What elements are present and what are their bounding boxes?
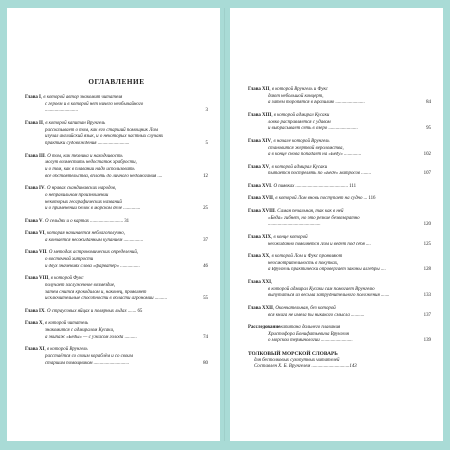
chapter-title-line: о восточной хитрости [45,257,94,263]
chapter-title-line: с героем и в которой нет ничего необычайного [45,101,144,107]
chapter-title-line: , в которой Лом и Фукс проявляют [269,254,343,260]
chapter-title-line: а Врунгель практически опровергает законы алгебры .... [268,267,386,273]
page-number: 31 [124,218,130,224]
chapter-title-line: старшим помощником ............................. [45,360,130,366]
chapter-title-line: , в которой Лом вновь поступает на судно ... [272,196,368,202]
toc-entry [248,196,431,203]
toc-entry [25,321,208,341]
page-number: 12 [203,173,208,179]
page-number: 111 [349,183,357,189]
chapter-title-line: изучал английский язык, и о некоторых частных случаях [45,134,164,140]
toc-entry [248,87,431,107]
dictionary-title: ТОЛКОВЫЙ МОРСКОЙ СЛОВАРЬ [248,350,338,357]
chapter-title-line: , в начале которой Врунгель [271,138,330,144]
chapter-number: Глава VII [25,250,47,256]
chapter-title-line: а затем торопятся в Бразилию ........................ [268,100,365,106]
chapter-number: Глава XIX [248,234,272,240]
chapter-title-line: . О том, как техника и находчивость [44,153,123,159]
chapter-number: Глава XII [248,87,270,92]
toc-entry [25,121,208,148]
chapter-title-line: получает заслуженное возмездие, [45,283,116,289]
page-number: 125 [423,241,431,247]
chapter-number: Глава XVIII [248,208,275,214]
chapter-title-line: , в которой читатель [42,321,89,327]
chapter-title-line: а кончается неожиданным купанием ................ [45,237,144,243]
toc-entry [25,276,208,303]
chapter-number: Глава VI [25,231,45,237]
chapter-number: Глава XXII [248,305,273,311]
chapter-number: Глава XIII [248,112,272,118]
chapter-title-line: «Беда» гибнет, но это резкие безвозвратно [268,215,360,221]
chapter-title-line: выпутаться из весьма затруднительного положения ....... [268,293,390,299]
chapter-title-line: и о том, как в плавании надо использовать [45,166,135,172]
chapter-number: Глава I [25,95,41,100]
chapter-title-line: практики судовождения .......................... [45,141,130,147]
toc-entry [25,347,208,367]
chapter-title-line: , в конце которой [271,234,308,240]
chapter-number: Глава XV [248,164,270,170]
chapter-title-line: ........................... [45,108,79,114]
page-number: 133 [423,293,431,299]
page-number: 128 [423,267,431,273]
toc-entry [25,309,208,316]
chapter-title-line: и о применении белок в морском деле .............. [45,206,141,212]
chapter-number: Глава X [25,321,43,327]
chapter-title-line: , в которой Врунгель и Фукс [269,87,328,92]
chapter-title-line: все обстоятельства, вплоть до личного недомогания .... [45,173,163,179]
chapter-title-line: дают небольшой концерт, [268,93,324,99]
toc-entry [248,113,431,133]
chapter-title-line: , [271,279,273,285]
page-number: 107 [423,171,431,177]
toc-entry [248,209,431,229]
page-number: 46 [203,263,208,269]
chapter-title-line: . О нравах скандинавских народов, [44,186,117,192]
toc-entry [248,254,431,274]
toc-entry [25,231,208,244]
chapter-number: Глава V [25,218,43,224]
chapter-title-line: исключительные способности в области агрономии .......... [45,296,168,302]
chapter-number: Глава XIV [248,138,272,144]
page-number: 65 [137,308,143,314]
page-number: 3 [205,108,208,114]
chapter-number: Глава XVII [248,196,273,202]
chapter-title-line: а экипаж «Беды» — с ужасом голода .......... [45,334,137,340]
contents-heading: ОГЛАВЛЕНИЕ [88,78,145,86]
chapter-title-line: о неправильном произношении [45,192,109,198]
toc-entry [248,306,431,319]
chapter-title-line: , в которой Врунгель [44,347,88,353]
page-number: 139 [423,338,431,344]
chapter-number: Глава VIII [25,276,49,282]
chapter-title-line: . О страусовых яйцах и полярных льдах ....... [44,308,137,314]
left-page [7,8,220,441]
chapter-number: Глава IV [25,186,45,192]
page-number: 116 [368,196,376,202]
chapter-title-line: ловко расправляется с удавом [268,119,331,125]
chapter-title-line: , в которой адмирал Кусаки [271,112,330,118]
toc-entry [25,154,208,181]
chapter-title-line: , в которой Фукс [48,276,84,282]
chapter-title-line: Христофора Бонифатьевича Врунгеля [268,331,349,337]
dictionary-author-line: Составлен Х. Б. Врунгелем ............................... [254,364,350,370]
chapter-title-line: неожиданно появляется Лом и ведёт под себя .... [268,241,371,247]
toc-entry [248,280,431,300]
chapter-title-line: в которой адмирал Кусаки сам помогает Врунгелю [268,286,375,292]
dictionary-subtitle: для бестолковых сухопутных читателей [254,357,340,363]
page-number: 37 [203,237,208,243]
page-number: 25 [203,206,208,212]
page-number: 80 [203,360,208,366]
contents-right-column [248,87,431,371]
page-number: 5 [205,141,208,147]
chapter-title-line: могут возместить недостаток храбрости, [45,160,137,166]
page-number: 95 [426,126,431,132]
chapter-title-line: знакомится с адмиралом Кусаки, [45,328,115,334]
chapter-title-line: и двух значениях слова «фарватер» ................ [45,263,140,269]
page-number: 102 [423,152,431,158]
toc-entry [248,165,431,178]
chapter-number: Глава XX [248,254,270,260]
page-number: 120 [423,222,431,228]
toc-entry [248,325,431,345]
page-number: 55 [203,296,208,302]
chapter-title-line: . О методах астрономических определений, [46,250,139,256]
chapter-number: Глава III [25,153,45,159]
toc-entry [25,250,208,270]
toc-entry [248,184,431,191]
right-page [230,8,443,441]
chapter-title-line: . О пиявках ........................................... [271,183,349,189]
chapter-title-line: ........................................... [268,222,321,228]
chapter-title-line: некоторых географических названий [45,199,122,205]
chapter-title-line: , которая начинается неблагополучно, [44,231,125,237]
chapter-title-line: пытается пострелять по «Беде» матросов ........ [268,171,372,177]
chapter-number: Глава XI [25,347,45,353]
toc-entry [25,95,208,115]
page-number: 84 [426,100,431,106]
chapter-title-line: становится жертвой вероломства, [268,145,344,151]
contents-left-column [25,78,208,373]
chapter-title-line: капитана дальнего плавания [280,325,341,331]
toc-entry [248,139,431,159]
chapter-title-line: . Самая печальная, так как в ней [274,208,344,214]
chapter-number: Глава XXI [248,279,272,285]
chapter-number: Глава IX [25,308,45,314]
chapter-title-line: , Окончательная, без которой [272,305,336,311]
toc-entry [248,235,431,248]
chapter-title-line: , в которой капитан Врунгель [42,120,106,126]
chapter-number: Глава II [25,120,43,126]
chapter-title-line: и выбрасывает сеть в озеро ........................ [268,126,358,132]
page-number: 74 [203,334,208,340]
chapter-title-line: неосмотрительность в покупках, [268,260,339,266]
chapter-title-line: о морской терминологии .......................... [268,338,353,344]
chapter-title-line: . О сельдях и о картах ........................... [42,218,124,224]
chapter-title-line: рассказывает о том, как его старший помощник Лом [45,127,158,133]
chapter-title-line: а в конце снова попадает на «Беду» .............. [268,152,362,158]
page-gutter [224,8,225,441]
chapter-title-line: расстаётся со своим кораблём и со своим [45,354,133,360]
chapter-number: Расследование [248,325,281,331]
chapter-title-line: вся книга не имела бы никакого смысла ........... [268,312,365,318]
toc-entry [25,219,208,226]
page-number: 137 [423,312,431,318]
page-number: 143 [349,364,357,370]
chapter-title-line: затем снится крокодилом и, наконец, проявляет [45,289,147,295]
chapter-number: Глава XVI [248,183,272,189]
toc-entry [25,186,208,213]
chapter-title-line: , в которой автор знакомит читателя [40,95,123,100]
chapter-title-line: , в которой адмирал Кусаки [269,164,328,170]
